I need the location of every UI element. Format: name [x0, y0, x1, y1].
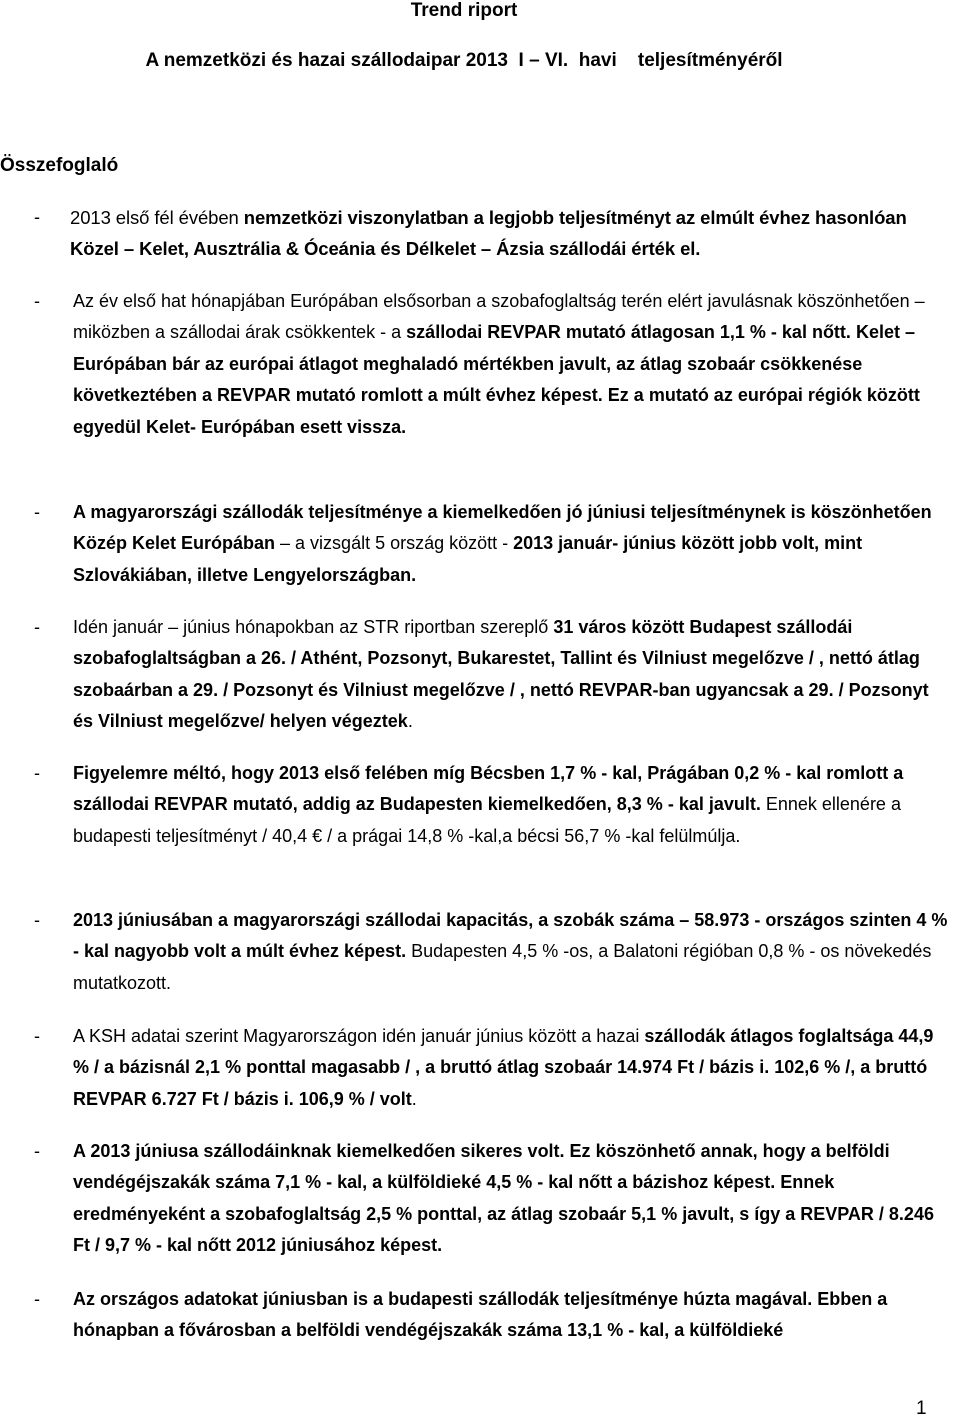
bullet-dash: - — [34, 207, 40, 227]
text-run: Ennek ellenére a budapesti teljesítményt / 40,4 € / a prágai 14,8 % -kal,a bécsi 56,7 % -kal felülmúlja. — [73, 794, 901, 846]
text-run: 2013 január- június között jobb volt, mint Szlovákiában, illetve Lengyelországban. — [73, 533, 863, 585]
bullet-dash: - — [34, 1026, 40, 1046]
bullet-dash: - — [34, 617, 40, 637]
bullet-text — [73, 1284, 953, 1347]
text-run: – a vizsgált 5 ország között - — [275, 533, 514, 554]
text-run: A magyarországi szállodák teljesítménye a kiemelkedően jó júniusi teljesítménynek is köszönhetően Közép Kelet Európában — [73, 502, 932, 554]
text-run: Kelet – Európában bár az európai átlagot meghaladó mértékben javult, az átlag szobaár csökkenése következtében a REVPAR mutató romlott a múlt évhez képest. Ez a mutató az európai régiók között egyedül Kelet- Európában esett vissza. — [73, 322, 920, 437]
page-number: 1 — [916, 1398, 927, 1419]
text-run: 2013 júniusában a magyarországi szállodai kapacitás, a szobák száma – 58.973 - országos szinten 4 % - kal nagyobb volt a múlt évhez képest. — [73, 910, 948, 962]
bullet-text — [73, 758, 953, 852]
section-heading: Összefoglaló — [0, 155, 119, 176]
text-run: 31 város között Budapest szállodái szobafoglaltságban a 26. / Athént, Pozsonyt, Bukarestet, Tallint és Vilniust megelőzve / , nettó átlag szobaárban a 29. / Pozsonyt és Vilniust megelőzve / , nettó REVPAR-ban ugyancsak a 29. / Pozsonyt és Vilniust megelőzve/ helyen végeztek — [73, 617, 929, 732]
text-run: A KSH adatai szerint Magyarországon idén január június között a hazai — [73, 1026, 645, 1046]
bullet-text — [73, 286, 953, 443]
bullet-dash: - — [34, 1141, 40, 1161]
report-subtitle: A nemzetközi és hazai szállodaipar 2013 I – VI. havi teljesítményéről — [145, 50, 783, 71]
text-run: . — [411, 1088, 417, 1109]
bullet-text — [73, 612, 953, 738]
bullet-dash: - — [34, 1289, 40, 1309]
text-run: Budapesten 4,5 % -os, a Balatoni régióban 0,8 % - os növekedés mutatkozott. — [73, 941, 932, 993]
text-run: Az év első hat hónapjában Európában elsősorban a szobafoglaltság terén elért javulásnak köszönhetően – miközben a szállodai árak csökkentek - a — [73, 291, 925, 343]
bullet-dash: - — [34, 910, 40, 930]
bullet-text — [73, 905, 953, 999]
bullet-text — [73, 497, 953, 591]
text-run: Figyelemre méltó, hogy 2013 első felében míg Bécsben 1,7 % - kal, Prágában 0,2 % - kal romlott a szállodai REVPAR mutató, addig az Budapesten kiemelkedően, 8,3 % - kal javult. — [73, 763, 904, 815]
bullet-dash: - — [34, 291, 40, 311]
text-run: nemzetközi viszonylatban a legjobb teljesítményt az elmúlt évhez hasonlóan Közel – Kelet, Ausztrália & Óceánia és Délkelet – Ázsia szállodái érték el. — [70, 207, 907, 259]
bullet-dash: - — [34, 502, 40, 522]
text-run: A 2013 júniusa szállodáinknak kiemelkedően sikeres volt. Ez köszönhető annak, hogy a belföldi vendégéjszakák száma 7,1 % - kal, a külföldieké 4,5 % - kal nőtt a bázishoz képest. Ennek eredményeként a szobafoglaltság 2,5 % ponttal, az átlag szobaár 5,1 % javult, s így a REVPAR / 8.246 Ft / 9,7 % - kal nőtt 2012 júniusához képest. — [73, 1141, 934, 1256]
bullet-text — [73, 1021, 953, 1115]
text-run: szállodai REVPAR mutató átlagosan 1,1 % - kal nőtt. — [406, 322, 851, 343]
bullet-text — [70, 202, 950, 264]
text-run: . — [407, 711, 413, 732]
report-title: Trend riport — [410, 0, 518, 21]
text-run: szállodák átlagos foglaltsága 44,9 % / a bázisnál 2,1 % ponttal magasabb / , a bruttó átlag szobaár 14.974 Ft / bázis i. 102,6 % /, a bruttó REVPAR 6.727 Ft / bázis i. 106,9 % / volt — [73, 1026, 934, 1109]
text-run: Az országos adatokat júniusban is a budapesti szállodák teljesítménye húzta magával. Ebben a hónapban a fővárosban a belföldi vendégéjszakák száma 13,1 % - kal, a külföldieké — [73, 1289, 888, 1341]
bullet-dash: - — [34, 763, 40, 783]
bullet-text — [73, 1136, 953, 1262]
text-run: Idén január – június hónapokban az STR riportban szereplő — [73, 617, 554, 637]
text-run: 2013 első fél évében — [70, 207, 244, 228]
